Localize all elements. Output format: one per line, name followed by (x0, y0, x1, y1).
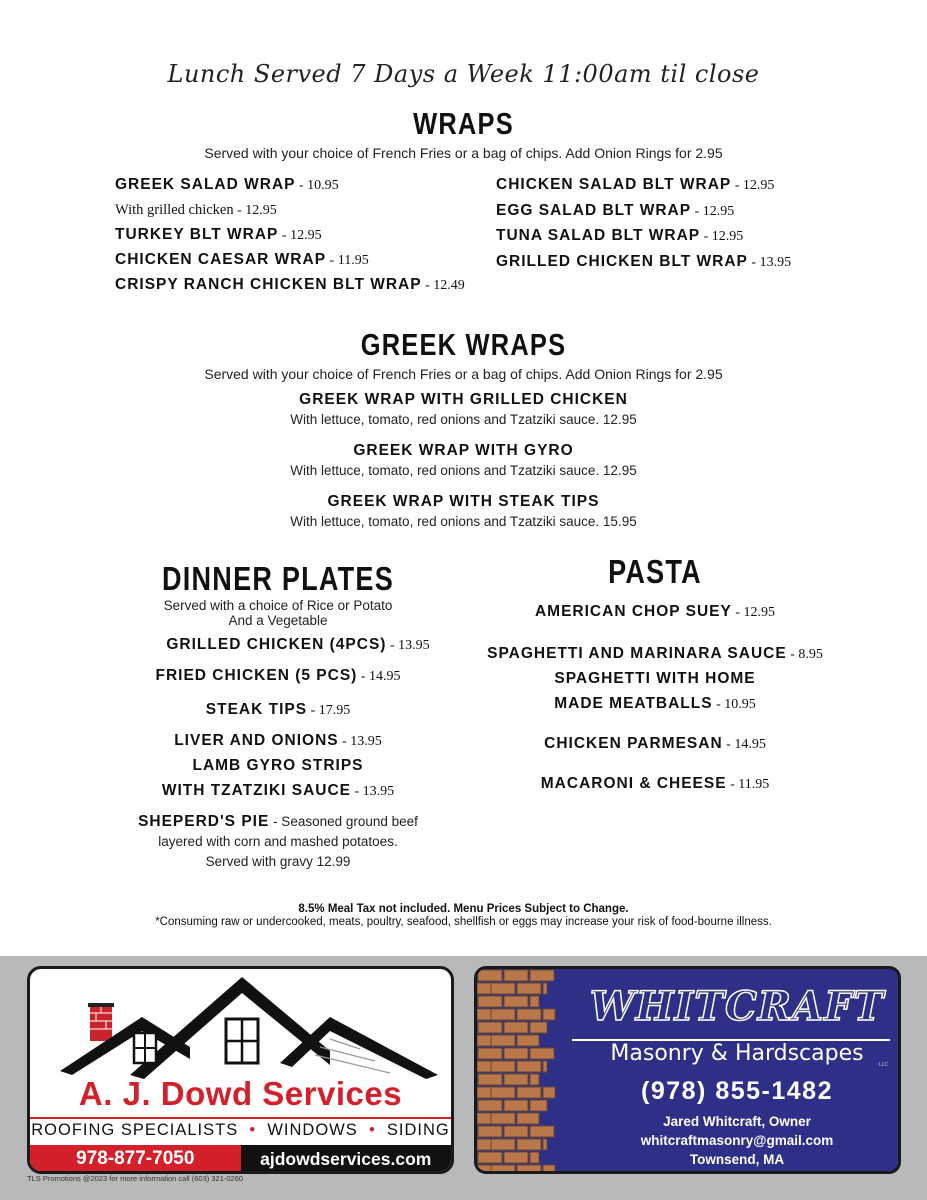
item-price: - 13.95 (386, 638, 430, 653)
brick (478, 1048, 502, 1059)
brick (530, 970, 554, 981)
brick (491, 1035, 515, 1046)
item-price: - 13.95 (747, 254, 792, 270)
brick (504, 1126, 528, 1137)
item-name: AMERICAN CHOP SUEY (534, 603, 732, 620)
brick (504, 1074, 528, 1085)
item-price: - 13.95 (351, 784, 395, 799)
brick (478, 1022, 502, 1033)
menu-item (115, 276, 495, 301)
item-name: GREEK WRAP WITH STEAK TIPS (327, 493, 600, 510)
item-name: LIVER AND ONIONS (174, 732, 339, 749)
item-name: CRISPY RANCH CHICKEN BLT WRAP (115, 276, 422, 293)
item-name: GRILLED CHICKEN BLT WRAP (496, 252, 748, 270)
brick (530, 996, 539, 1007)
dinner-plates-title: DINNER PLATES (162, 560, 394, 597)
dowd-services-list: ROOFING SPECIALISTS • WINDOWS • SIDING (31, 1121, 450, 1139)
menu-item (470, 670, 840, 695)
menu-item (496, 176, 826, 202)
menu-item (0, 493, 927, 544)
brick (504, 1100, 528, 1111)
menu-item (115, 251, 495, 276)
item-price: - 10.95 (295, 178, 339, 193)
menu-item (93, 813, 463, 832)
brick (478, 1126, 502, 1137)
brick (517, 1009, 541, 1020)
item-name: WITH TZATZIKI SAUCE (161, 782, 352, 799)
menu-item (93, 701, 463, 732)
menu-item (470, 645, 840, 670)
menu-item (496, 227, 826, 253)
pasta-list (470, 603, 840, 800)
brick (530, 1100, 547, 1111)
item-name: GRILLED CHICKEN (4PCS) (166, 636, 387, 653)
wraps-title: WRAPS (413, 106, 514, 141)
menu-item (0, 442, 927, 493)
brick (517, 1165, 541, 1174)
brick (504, 1048, 528, 1059)
menu-item (0, 391, 927, 442)
menu-item (93, 732, 463, 757)
menu-item (470, 695, 840, 735)
brick (491, 1087, 515, 1098)
dinner-plates-subtitle-2: And a Vegetable (228, 613, 328, 628)
item-name: STEAK TIPS (205, 701, 308, 718)
brick (517, 1087, 541, 1098)
brick (478, 970, 502, 981)
house-roof-icon (30, 969, 454, 1079)
greek-wraps-title: GREEK WRAPS (360, 327, 567, 362)
brick (530, 1126, 554, 1137)
brick (543, 1009, 555, 1020)
brick (543, 1165, 555, 1174)
item-price: - 12.95 (731, 178, 775, 193)
brick (543, 1139, 547, 1150)
whitcraft-owner: Jared Whitcraft, Owner (663, 1114, 811, 1129)
item-price: - 10.95 (712, 697, 756, 712)
item-price: - 12.95 (691, 203, 735, 219)
llc-label: LLC (879, 1062, 889, 1068)
item-description: With lettuce, tomato, red onions and Tzatziki sauce. 12.95 (290, 412, 637, 427)
menu-tagline: Lunch Served 7 Days a Week 11:00am til close (167, 60, 760, 88)
item-price: - 8.95 (786, 647, 823, 662)
menu-item (115, 176, 495, 201)
item-price: - 14.95 (357, 669, 401, 684)
brick (491, 1139, 515, 1150)
whitcraft-email: whitcraftmasonry@gmail.com (640, 1133, 834, 1148)
whitcraft-contact (572, 1112, 901, 1169)
brick (504, 1022, 528, 1033)
item-price: - 12.95 (278, 228, 322, 243)
pasta-title: PASTA (608, 553, 702, 590)
item-note: With grilled chicken (115, 202, 234, 218)
tax-note: 8.5% Meal Tax not included. Menu Prices Subject to Change. (298, 903, 629, 915)
dowd-website: ajdowdservices.com (241, 1145, 452, 1174)
brick (543, 983, 547, 994)
dowd-phone: 978-877-7050 (30, 1145, 241, 1174)
item-name: CHICKEN CAESAR WRAP (115, 251, 327, 268)
item-name: CHICKEN SALAD BLT WRAP (496, 176, 732, 193)
menu-item (93, 757, 463, 782)
whitcraft-logo-text: WHITCRAFT (589, 983, 885, 1030)
wraps-left-column (115, 176, 495, 301)
service-label: WINDOWS (267, 1121, 358, 1139)
service-label: SIDING (386, 1121, 450, 1139)
brick (504, 970, 528, 981)
brick (478, 1100, 502, 1111)
item-name: FRIED CHICKEN (5 PCS) (155, 667, 358, 684)
item-name: GREEK WRAP WITH GRILLED CHICKEN (299, 391, 628, 408)
menu-item (470, 603, 840, 645)
item-description: With lettuce, tomato, red onions and Tzatziki sauce. 15.95 (290, 514, 637, 529)
item-name: TUNA SALAD BLT WRAP (496, 227, 701, 244)
item-name: LAMB GYRO STRIPS (192, 757, 364, 774)
brick (530, 1022, 547, 1033)
brick (491, 1009, 515, 1020)
dowd-company-name: A. J. Dowd Services (78, 1075, 403, 1112)
dinner-plates-list (93, 636, 463, 872)
brick (517, 1139, 541, 1150)
item-price: - 14.95 (722, 737, 766, 752)
menu-item (115, 226, 495, 251)
menu-item (470, 735, 840, 775)
greek-wraps-subtitle: Served with your choice of French Fries or a bag of chips. Add Onion Rings for 2.95 (204, 366, 723, 382)
item-price: - 12.95 (731, 605, 776, 620)
menu-item (93, 636, 463, 667)
item-description: layered with corn and mashed potatoes. (158, 834, 398, 849)
item-name: TURKEY BLT WRAP (115, 226, 279, 243)
brick (478, 1152, 502, 1163)
item-description: Served with gravy 12.99 (205, 854, 351, 869)
brick (517, 1035, 539, 1046)
menu-item (470, 775, 840, 800)
brick (478, 996, 502, 1007)
brick (530, 1048, 554, 1059)
menu-item (93, 667, 463, 701)
brick (517, 1113, 539, 1124)
brick (543, 1061, 547, 1072)
brick (517, 983, 541, 994)
item-name: SHEPERD'S PIE (138, 813, 270, 830)
item-name: GREEK SALAD WRAP (115, 176, 296, 193)
brick (530, 1152, 539, 1163)
dinner-plates-section (93, 560, 463, 628)
item-name: MACARONI & CHEESE (540, 775, 727, 792)
whitcraft-phone: (978) 855-1482 (641, 1077, 833, 1105)
item-name: EGG SALAD BLT WRAP (496, 201, 692, 219)
brick (504, 1152, 528, 1163)
wraps-right-column (496, 176, 826, 278)
item-name: SPAGHETTI AND MARINARA SAUCE (487, 645, 787, 662)
brick (478, 1074, 502, 1085)
brick (491, 983, 515, 994)
item-price: - 11.95 (726, 777, 770, 792)
item-price: - 12.49 (421, 278, 465, 293)
food-warning: *Consuming raw or undercooked, meats, poultry, seafood, shellfish or eggs may increase your risk of food-bourne illness. (155, 916, 772, 928)
item-description: - Seasoned ground beef (269, 814, 418, 829)
dinner-plates-subtitle: Served with a choice of Rice or Potato (163, 598, 393, 613)
whitcraft-tagline: Masonry & Hardscapes (610, 1041, 864, 1066)
menu-item (115, 201, 495, 226)
brick (504, 996, 528, 1007)
item-price: - 12.95 (700, 229, 744, 244)
menu-item (496, 253, 826, 279)
brick (491, 1061, 515, 1072)
item-description: With lettuce, tomato, red onions and Tzatziki sauce. 12.95 (290, 463, 637, 478)
service-label: ROOFING SPECIALISTS (31, 1121, 239, 1139)
greek-wraps-list (0, 391, 927, 544)
menu-item (496, 202, 826, 228)
item-name: CHICKEN PARMESAN (544, 735, 723, 752)
brick (491, 1165, 515, 1174)
item-price: - 13.95 (338, 734, 382, 749)
item-price: - 17.95 (307, 703, 351, 718)
item-name: SPAGHETTI WITH HOME (554, 670, 756, 687)
item-name: MADE MEATBALLS (554, 695, 713, 712)
menu-item (93, 782, 463, 813)
whitcraft-masonry-ad (474, 966, 901, 1174)
item-price: - 11.95 (326, 253, 369, 268)
printer-credit: TLS Promotions @2023 for more information call (603) 321-0260 (27, 1174, 244, 1183)
brick (530, 1074, 539, 1085)
item-name: GREEK WRAP WITH GYRO (353, 442, 574, 459)
brick (491, 1113, 515, 1124)
brick-wall-icon (477, 969, 577, 1174)
item-price: - 12.95 (233, 203, 277, 218)
wraps-subtitle: Served with your choice of French Fries or a bag of chips. Add Onion Rings for 2.95 (204, 145, 723, 161)
divider (30, 1117, 451, 1119)
whitcraft-location: Townsend, MA (689, 1152, 785, 1167)
brick (517, 1061, 541, 1072)
brick (543, 1087, 555, 1098)
dowd-services-ad (27, 966, 454, 1174)
